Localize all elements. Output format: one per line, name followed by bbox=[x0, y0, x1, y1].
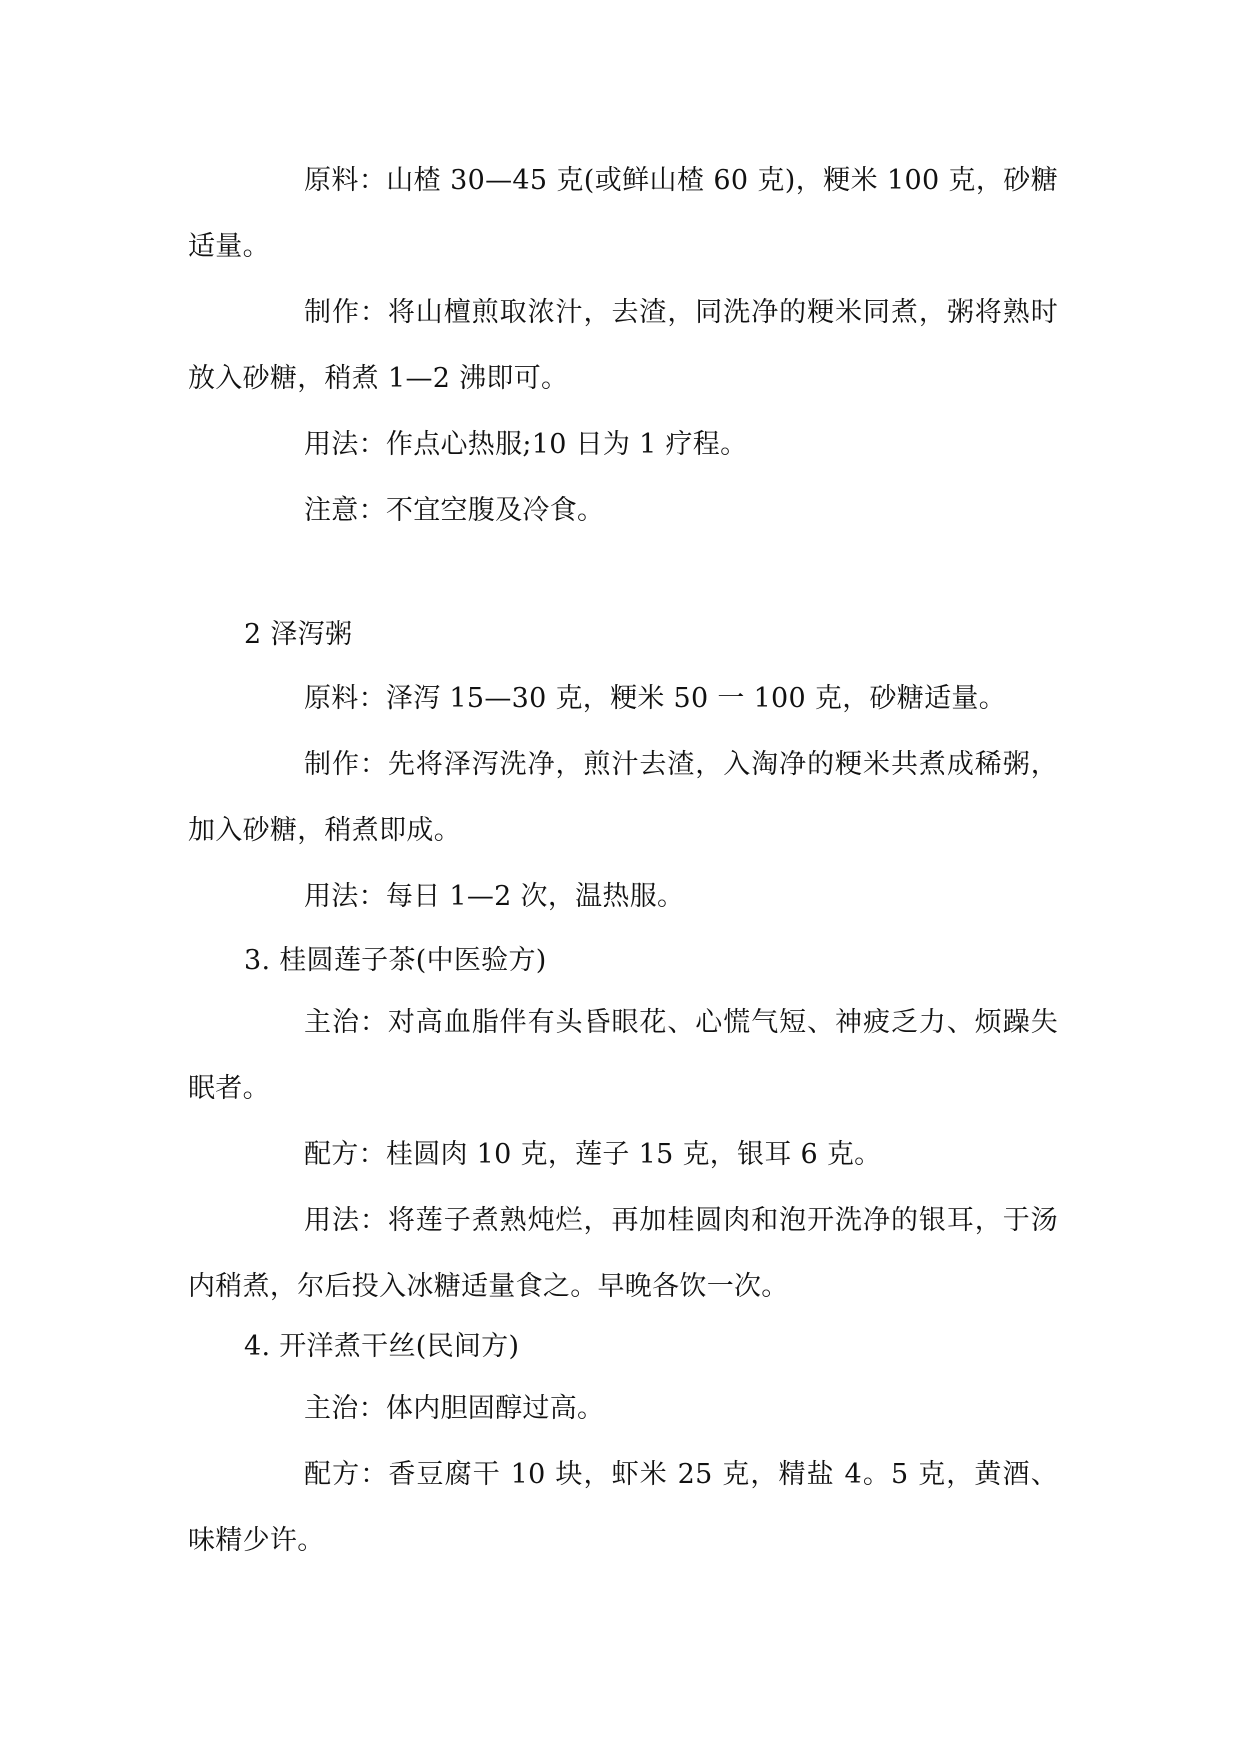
s1-method: 制作：将山檀煎取浓汁，去渣，同洗净的粳米同煮，粥将熟时放入砂糖，稍煮 1—2 沸即可。 bbox=[188, 297, 1058, 394]
s1-usage: 用法：作点心热服;10 日为 1 疗程。 bbox=[304, 429, 748, 460]
s3-indication: 主治：对高血脂伴有头昏眼花、心慌气短、神疲乏力、烦躁失眠者。 bbox=[188, 1007, 1058, 1104]
s1-note: 注意：不宜空腹及冷食。 bbox=[304, 495, 605, 526]
s3-usage: 用法：将莲子煮熟炖烂，再加桂圆肉和泡开洗净的银耳，于汤内稍煮，尔后投入冰糖适量食之。早晚各饮一次。 bbox=[188, 1205, 1058, 1302]
s4-indication: 主治：体内胆固醇过高。 bbox=[304, 1393, 605, 1424]
s3-recipe: 配方：桂圆肉 10 克，莲子 15 克，银耳 6 克。 bbox=[304, 1139, 882, 1170]
s2-title: 2 泽泻粥 bbox=[244, 619, 353, 650]
s2-usage: 用法：每日 1—2 次，温热服。 bbox=[304, 881, 685, 912]
s4-recipe: 配方：香豆腐干 10 块，虾米 25 克，精盐 4。5 克，黄酒、味精少许。 bbox=[188, 1459, 1058, 1556]
s2-ingredients: 原料：泽泻 15—30 克，粳米 50 一 100 克，砂糖适量。 bbox=[304, 683, 1006, 714]
s3-title: 3. 桂圆莲子茶(中医验方) bbox=[244, 945, 547, 976]
s4-title: 4. 开洋煮干丝(民间方) bbox=[244, 1331, 520, 1362]
s1-ingredients: 原料：山楂 30—45 克(或鲜山楂 60 克)，粳米 100 克，砂糖适量。 bbox=[188, 165, 1058, 262]
s2-method: 制作：先将泽泻洗净，煎汁去渣，入淘净的粳米共煮成稀粥，加入砂糖，稍煮即成。 bbox=[188, 749, 1058, 846]
